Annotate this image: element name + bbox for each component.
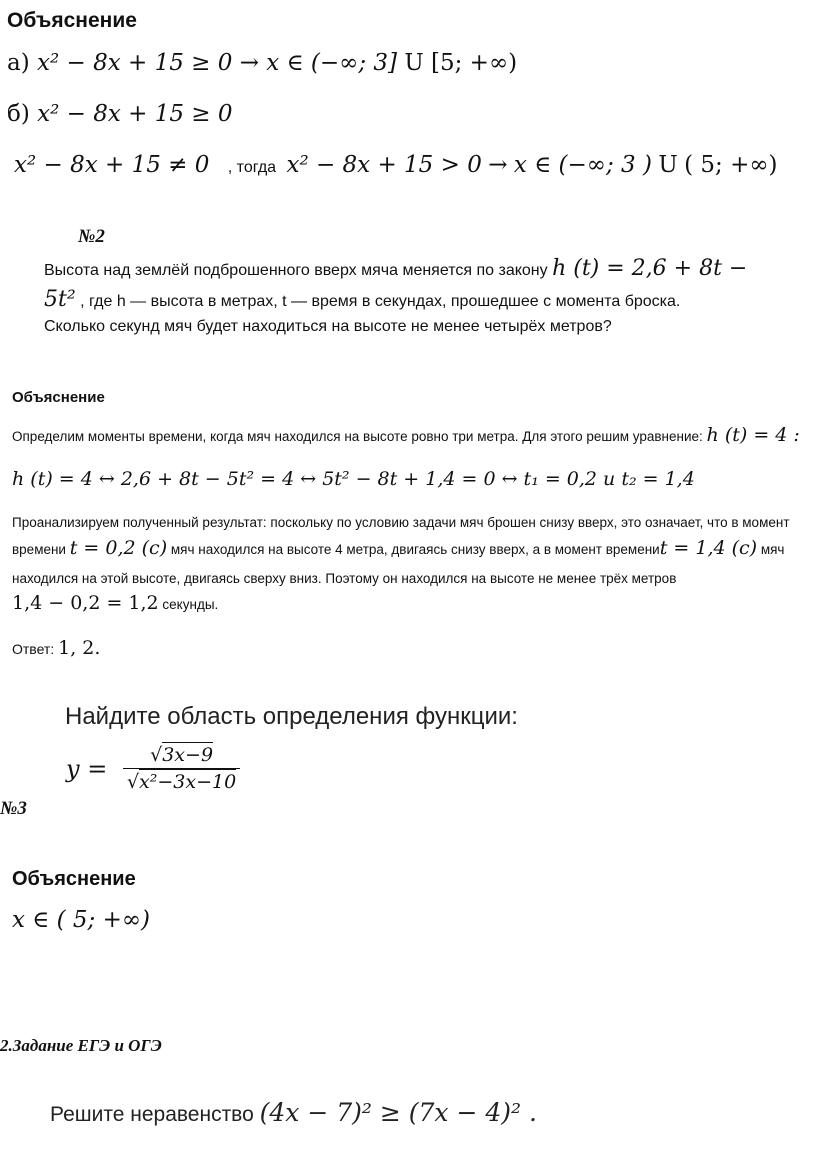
task2-formula-2: 5t² — [44, 287, 76, 312]
section-title: 2.Задание ЕГЭ и ОГЭ — [0, 1036, 162, 1055]
solution-line-c — [14, 151, 777, 178]
arrow-c: → — [488, 152, 508, 178]
union-a: U — [404, 50, 424, 76]
answer-label: Ответ: — [12, 641, 55, 657]
inequality-a: x² − 8x + 15 ≥ 0 — [37, 50, 233, 76]
interval-a: x ∈ (−∞; 3] — [266, 50, 397, 76]
task-number-3: №3 — [0, 798, 27, 819]
explain2-para-2b: мяч находился на высоте 4 метра, двигаясь снизу вверх, а в момент времени — [170, 542, 660, 557]
inequality-b: x² − 8x + 15 ≥ 0 — [37, 101, 233, 127]
explain2-time-2: t = 1,4 (c) — [659, 537, 758, 559]
denominator-root: √x²−3x−10 — [126, 771, 237, 793]
word-togda: , тогда — [227, 159, 277, 176]
section-task-formula: (4x − 7)² ≥ (7x − 4)² . — [259, 1098, 537, 1127]
fraction-numerator — [123, 744, 240, 769]
explain2-line-1 — [12, 424, 800, 446]
explain2-seconds: секунды. — [162, 597, 219, 612]
interval-a2: [5; +∞) — [431, 50, 518, 76]
numerator-root: √3x−9 — [150, 744, 214, 766]
task2-line-2 — [44, 287, 680, 312]
solution-line-b — [7, 101, 233, 127]
task2-text-1: Высота над землёй подброшенного вверх мяча меняется по закону — [44, 262, 548, 279]
explain2-para-2a: времени — [12, 542, 66, 557]
task2-text-2: , где h — высота в метрах, t — время в секундах, прошедшее с момента броска. — [80, 293, 681, 310]
explain2-para-2c: мяч — [760, 542, 785, 557]
label-b: б) — [7, 101, 30, 127]
interval-c2: ( 5; +∞) — [684, 152, 778, 178]
explain2-text-1: Определим моменты времени, когда мяч находился на высоте ровно три метра. Для этого решим уравнение: — [12, 429, 703, 444]
explain2-para-3: находился на этой высоте, двигаясь сверху вниз. Поэтому он находился на высоте не менее трёх метров — [12, 571, 677, 586]
function-fraction — [123, 744, 240, 793]
union-c: U — [658, 152, 678, 178]
explanation-header-2: Объяснение — [12, 389, 105, 406]
task-number-2: №2 — [78, 226, 105, 247]
inequality-c-mid: x² − 8x + 15 > 0 — [286, 152, 482, 178]
explain2-time-1: t = 0,2 (c) — [69, 537, 168, 559]
explain2-answer — [12, 637, 100, 659]
explain2-para-1: Проанализируем полученный результат: поскольку по условию задачи мяч брошен снизу вверх, это означает, что в момент — [12, 515, 790, 530]
task3-function — [66, 744, 240, 793]
task3-prompt: Найдите область определения функции: — [65, 703, 518, 730]
interval-c: x ∈ (−∞; 3 ) — [513, 152, 652, 178]
explain3-answer: x ∈ ( 5; +∞) — [12, 907, 150, 933]
explain2-equation: h (t) = 4 ↔ 2,6 + 8t − 5t² = 4 ↔ 5t² − 8t + 1,4 = 0 ↔ t₁ = 0,2 и t₂ = 1,4 — [12, 468, 695, 490]
task2-formula-1: h (t) = 2,6 + 8t − — [552, 256, 748, 281]
section-task-text: Решите неравенство — [50, 1103, 254, 1126]
answer-value: 1, 2. — [58, 637, 101, 659]
explain2-para-2 — [12, 537, 784, 559]
inequality-c-lhs: x² − 8x + 15 ≠ 0 — [14, 152, 210, 178]
label-a: а) — [7, 50, 30, 76]
explanation-header-1: Объяснение — [7, 9, 137, 32]
explain2-para-4 — [12, 592, 218, 614]
task2-line-3: Сколько секунд мяч будет находиться на высоте не менее четырёх метров? — [44, 318, 612, 335]
section-task — [50, 1098, 537, 1127]
explain2-formula-1: h (t) = 4 : — [706, 424, 800, 446]
y-equals: y = — [66, 754, 108, 783]
task2-line-1 — [44, 256, 747, 281]
fraction-denominator — [123, 769, 240, 793]
explanation-header-3: Объяснение — [12, 868, 136, 890]
explain2-duration: 1,4 − 0,2 = 1,2 — [12, 592, 159, 614]
solution-line-a — [7, 50, 517, 76]
arrow-a: → — [239, 50, 259, 76]
